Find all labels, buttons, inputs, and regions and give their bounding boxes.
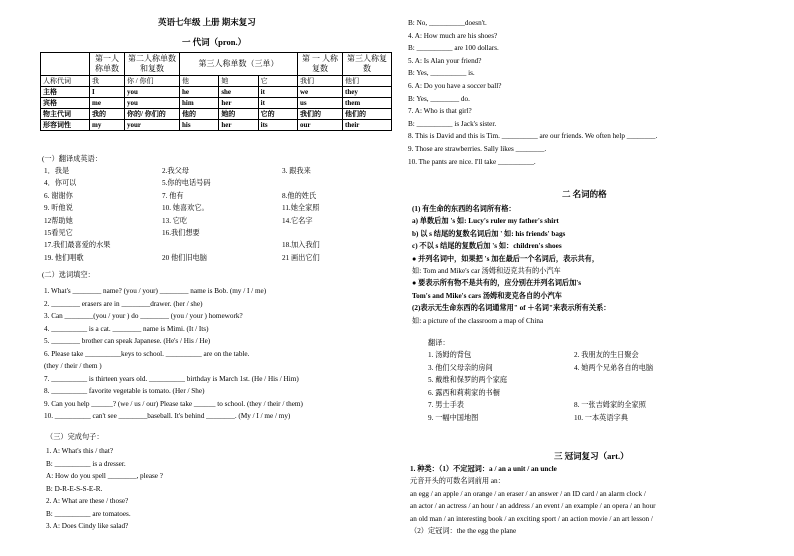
translation-item: 8. 一张吉姆家的全家照 [574,401,646,410]
translation-item: 3. 跟我来 [282,167,311,175]
table-cell: 我们的 [298,109,343,120]
table-cell: 你的/ 你们的 [125,109,180,120]
translation-item: 15看见它 [44,229,73,237]
table-cell: she [219,87,258,98]
table-cell: 她的 [219,109,258,120]
exercise-line: 1. What's ________ name? (you / your) ________ name is Bob. (my / I / me) [44,287,267,295]
note-line: 元音开头的可数名词前用 an： [410,477,505,486]
exercise-line: B: Yes, ________ do. [408,94,470,103]
table-cell: 我 [90,76,125,87]
translation-item: 20 他们旧电脑 [162,253,207,262]
translation-item: 7. 男士手表 [428,401,464,410]
table-cell: 他 [180,76,219,87]
table-cell: your [125,120,180,131]
exercise-line: (they / their / them ) [44,362,102,370]
exercise-line: 2. A: What are these / those? [46,497,129,505]
exercise-line: 10. The pants are nice. I'll take __________. [408,157,536,166]
table-header-cell [41,53,90,76]
translation-item: 19. 他们唱歌 [44,253,84,262]
note-line: an old man / an interesting book / an exciting sport / an action movie / an art lesson / [410,514,653,523]
translation-item: 9. 一幅中国地图 [428,414,479,422]
table-cell: 我的 [90,109,125,120]
exercise-line: 3. Can ________(you / your ) do ________ (you / your ) homework? [44,312,243,320]
table-cell: 我们 [298,76,343,87]
table-cell: I [90,87,125,98]
note-line: 如: a picture of the classroom a map of China [412,316,544,325]
note-line: (1) 有生命的东西的名词所有格： [412,205,516,213]
exercise-line: 5. ________ brother can speak Japanese. (He's / His / He) [44,337,211,345]
table-cell: our [298,120,343,131]
translation-item: 18.加入我们 [282,241,320,250]
exercise-line: 6. Please take __________keys to school. __________ are on the table. [44,349,250,358]
note-line: 如: Tom and Mike's car 汤姆和迈克共有的小汽车 [412,267,561,275]
translation-item: 2.我父母 [162,167,189,175]
translation-item: 9. 听他说 [44,204,73,213]
exercise-line: 8. This is David and this is Tim. __________ are our friends. We often help ________. [408,132,658,141]
exercise-line: 9. Can you help ______? (we / us / our) Please take ______ to school. (they / their / them) [44,399,303,408]
translation-item: 4．你可以 [44,179,77,188]
table-cell: me [90,98,125,109]
table-header-cell: 第 一 人称复数 [298,53,343,76]
table-cell: its [258,120,297,131]
table-row [41,76,392,87]
note-line: c) 不以 s 结尾的复数后加 's 如：children's shoes [412,242,562,251]
table-cell: it [258,87,297,98]
exercise-line: 6. A: Do you have a soccer ball? [408,82,502,90]
table-cell: they [343,87,392,98]
section-article-title: 三 冠词复习（art.） [554,451,629,461]
table-cell: 它的 [258,109,297,120]
translation-item: 3. 他们父母亲的房间 [428,363,493,372]
table-cell: 你 / 你们 [125,76,180,87]
section-pronoun-title: 一 代词（pron.） [182,37,247,47]
translation-item: 6. 谢谢你 [44,191,73,200]
table-cell: 她 [219,76,258,87]
exercise-line: A: How do you spell ________, please ? [46,472,163,480]
table-header-cell: 第三人称复数 [343,53,392,76]
exercise-line: B: __________ is a dresser. [46,459,126,468]
translation-item: 5.你的电话号码 [162,179,211,188]
table-cell: 主格 [41,87,90,98]
table-cell: he [180,87,219,98]
translation-item: 11.她全家照 [282,204,320,213]
exercise-line: B: __________ are tomatoes. [46,509,131,518]
exercise-line: 5. A: Is Alan your friend? [408,56,482,65]
note-line: a) 单数后加 's 如: Lucy's ruler my father's shirt [412,217,559,226]
note-line: an egg / an apple / an orange / an eraser / an answer / an ID card / an alarm clock / [410,489,646,498]
table-cell: his [180,120,219,131]
table-header-cell: 第三人称单数（三单） [180,53,298,76]
exercise-line: 4. A: How much are his shoes? [408,31,498,40]
note-line: b) 以 s 结尾的复数名词后加 ' 如: his friends' bags [412,229,566,238]
exercise-line: B: __________ is Jack's sister. [408,119,497,128]
table-cell: we [298,87,343,98]
section-noun-case-title: 二 名词的格 [562,189,607,199]
exercise-line: B: No, __________doesn't. [408,19,487,27]
table-cell: 人称代词 [41,76,90,87]
table-cell: her [219,98,258,109]
note-line: ● 并列名词中，如果把 's 加在最后一个名词后，表示共有， [412,254,600,263]
note-line: (2)表示无生命东西的名词通常用" of ＋名词"来表示所有关系： [412,304,611,313]
table-row [41,98,392,109]
table-cell: 形容词性 [41,120,90,131]
translation-item: 13. 它吃 [162,216,188,225]
note-line: 1. 种类：（1）不定冠词：a / an a unit / an uncle [410,465,557,473]
translation-item: 8.他的姓氏 [282,191,317,200]
table-cell: 他的 [180,109,219,120]
exercise-line: 10. __________ can't see ________baseball. It's behind ________. (My / I / me / my) [44,412,291,420]
exercise-line: 7. A: Who is that girl? [408,107,472,116]
table-header-cell: 第二人称单数和复数 [125,53,180,76]
table-row [41,120,392,131]
translation-item: 5. 戴维和保罗的两个家庭 [428,376,508,385]
table-cell: their [343,120,392,131]
part2-title: (二）选词填空： [42,271,95,279]
note-line: Tom's and Mike's cars 汤姆和麦克各自的小汽车 [412,291,562,300]
translation-item: 14.它名字 [282,216,313,225]
table-cell: 他们 [343,76,392,87]
note-line: an actor / an actress / an hour / an address / an event / an example / an opera / an hour [410,502,656,511]
translation-item: 1. 汤姆的背包 [428,351,472,359]
table-cell: 它 [258,76,297,87]
table-row [41,87,392,98]
table-cell: them [343,98,392,109]
exercise-line: 9. Those are strawberries. Sally likes ________. [408,145,547,153]
table-cell: it [258,98,297,109]
pronoun-table [40,52,392,131]
note-line: ● 要表示所有物不是共有的，应分别在并列名词后加's [412,279,582,288]
table-cell: you [125,98,180,109]
table-cell: my [90,120,125,131]
translation-item: 16.我们想要 [162,229,200,237]
translation-item: 2. 我朋友的生日聚会 [574,351,639,359]
table-cell: 宾格 [41,98,90,109]
note-line: （2）定冠词：the the egg the plane [410,527,517,535]
exercise-line: 3. A: Does Cindy like salad? [46,522,129,530]
exercise-line: B: __________ are 100 dollars. [408,44,499,53]
exercise-line: 7. __________ is thirteen years old. __________ birthday is March 1st. (He / His / Him) [44,374,299,383]
translation-item: 7. 他有 [162,191,184,200]
table-cell: him [180,98,219,109]
table-cell: us [298,98,343,109]
exercise-line: B: D-R-E-S-S-E-R. [46,484,103,493]
table-header-cell: 第一人称单数 [90,53,125,76]
translation-item: 12帮助她 [44,216,73,225]
translation-item: 10. 她喜欢它。 [162,204,209,213]
table-cell: you [125,87,180,98]
translation-item: 6. 露西和莉莉家的书橱 [428,388,500,397]
translation-title: 翻译： [428,339,450,347]
table-row [41,109,392,120]
exercise-line: B: Yes, __________ is. [408,69,475,78]
translation-item: 10. 一本英语字典 [574,414,628,422]
exercise-line: 1. A: What's this / that? [46,447,114,455]
translation-item: 17.我们最喜爱的水果 [44,241,111,250]
table-cell: 他们的 [343,109,392,120]
table-cell: 物主代词 [41,109,90,120]
document-title: 英语七年级 上册 期末复习 [158,17,256,27]
translation-item: 21 画出它们 [282,253,320,262]
part3-title: （三）完成句子： [46,433,104,441]
table-cell: her [219,120,258,131]
exercise-line: 8. __________ favorite vegetable is tomato. (Her / She) [44,387,205,395]
translation-item: 4. 她两个兄弟各自的电脑 [574,363,654,372]
exercise-line: 4. __________ is a cat. ________ name is Mimi. (It / Its) [44,324,209,333]
exercise-line: 2. ________ erasers are in ________drawer. (her / she) [44,299,203,308]
part1-title: (一）翻译成英语： [42,155,102,163]
translation-item: 1．我是 [44,167,70,175]
